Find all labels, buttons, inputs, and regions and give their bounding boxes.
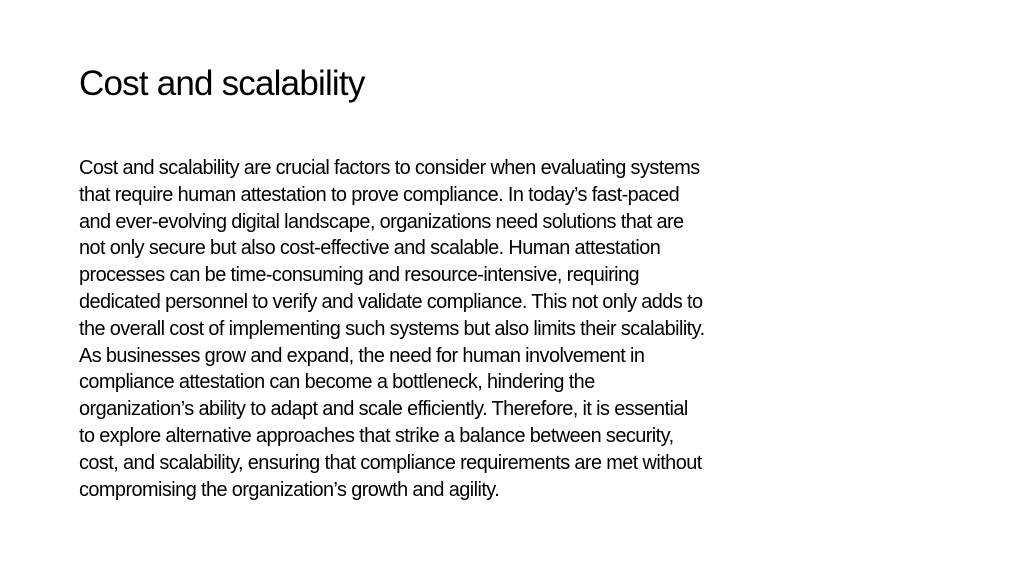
body-line: cost, and scalability, ensuring that compliance requirements are met without (79, 451, 702, 474)
body-line: compromising the organization’s growth and agility. (79, 478, 500, 501)
body-line: dedicated personnel to verify and validate compliance. This not only adds to (79, 290, 703, 313)
body-line: not only secure but also cost-effective and scalable. Human attestation (79, 237, 661, 260)
body-line: to explore alternative approaches that strike a balance between security, (79, 424, 674, 447)
slide-body (79, 155, 949, 503)
body-line: As businesses grow and expand, the need for human involvement in (79, 344, 645, 367)
body-line: that require human attestation to prove compliance. In today’s fast-paced (79, 183, 680, 206)
body-line: Cost and scalability are crucial factors to consider when evaluating systems (79, 157, 700, 179)
slide-title: Cost and scalability (79, 64, 365, 103)
body-line: compliance attestation can become a bottleneck, hindering the (79, 371, 595, 394)
body-line: and ever-evolving digital landscape, organizations need solutions that are (79, 210, 684, 233)
body-line: organization’s ability to adapt and scale efficiently. Therefore, it is essential (79, 398, 688, 421)
body-line: the overall cost of implementing such systems but also limits their scalability. (79, 317, 705, 340)
body-line: processes can be time-consuming and resource-intensive, requiring (79, 264, 640, 287)
